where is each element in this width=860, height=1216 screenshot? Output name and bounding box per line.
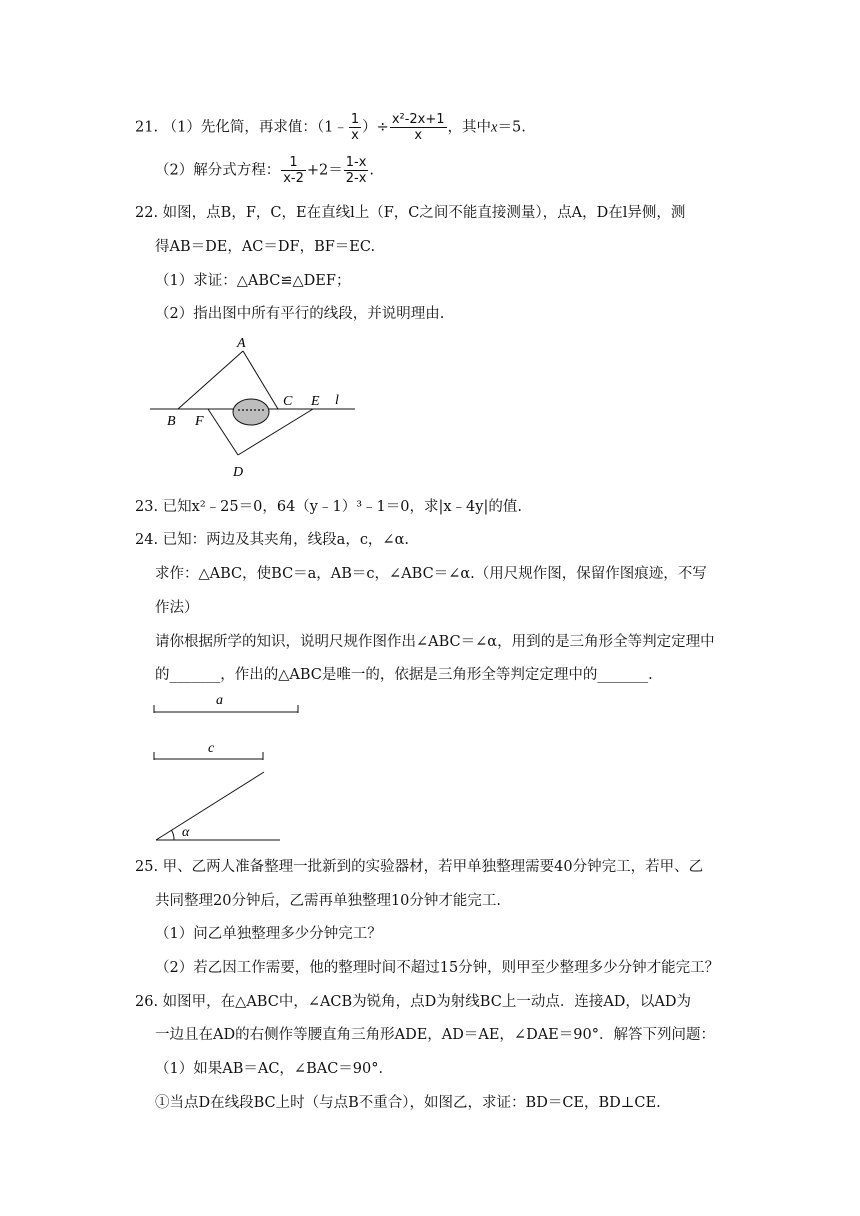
q25-line1: [135, 857, 703, 877]
q21-p1-suffix-b: ＝5.: [497, 119, 526, 136]
frac-numerator: 1: [281, 155, 306, 171]
label-c: c: [208, 741, 215, 756]
q22-part2-text: （2）指出图中所有平行的线段，并说明理由.: [155, 306, 445, 322]
q26-text-2: 一边且在AD的右侧作等腰直角三角形ADE，AD＝AE，∠DAE＝90°．解答下列问题：: [155, 1027, 715, 1043]
q21-p1-frac2: [390, 112, 447, 143]
q21-number: 21.: [135, 119, 159, 136]
q24-text-5: 的_______，作出的△ABC是唯一的，依据是三角形全等判定定理中的_______.: [155, 667, 653, 683]
q23-number: 23.: [135, 499, 159, 515]
frac-denominator: 2-x: [345, 171, 367, 186]
frac-denominator: x: [414, 128, 423, 143]
label-D: D: [233, 465, 244, 480]
q22-figure: [145, 333, 375, 483]
segment-BA: [178, 351, 243, 409]
label-l: l: [335, 393, 339, 408]
q22-line1: [135, 203, 685, 223]
label-E: E: [311, 394, 320, 409]
label-a: a: [216, 693, 223, 708]
q21-p2-prefix: （2）解分式方程：: [155, 162, 281, 179]
frac-numerator: 1-x: [345, 155, 367, 170]
q22-part2: [155, 304, 444, 324]
q25-part2-text: （2）若乙因工作需要，他的整理时间不超过15分钟，则甲至少整理多少分钟才能完工？: [155, 960, 720, 976]
label-alpha: α: [182, 825, 190, 840]
q24-line3: [155, 598, 199, 618]
q24-figure: [148, 688, 308, 848]
q21-p2-mid: +2＝: [306, 162, 343, 179]
label-C: C: [283, 394, 293, 409]
q22-number: 22.: [135, 205, 159, 221]
q21-part2: [155, 155, 374, 186]
q26-line1: [135, 992, 691, 1012]
q26-sub1: [155, 1093, 661, 1113]
angle-arc: [172, 830, 175, 840]
frac-denominator: x: [351, 128, 359, 143]
q24-line4: [155, 632, 715, 652]
q22-part1: [155, 271, 350, 291]
q21-p1-mid: ）÷: [362, 119, 389, 136]
q26-part1-text: （1）如果AB＝AC，∠BAC＝90°．: [155, 1061, 393, 1077]
label-A: A: [237, 336, 246, 351]
q25-part1: [155, 924, 382, 944]
q25-part2: [155, 958, 719, 978]
q21-p2-frac1: [281, 155, 306, 186]
q22-text-2: 得AB＝DE，AC＝DF，BF＝EC.: [155, 239, 376, 255]
q21-part1: [135, 112, 526, 143]
q26-number: 26.: [135, 994, 159, 1010]
label-B: B: [167, 414, 176, 429]
q21-p2-frac2: [344, 155, 369, 186]
label-F: F: [195, 414, 204, 429]
q26-part1: [155, 1059, 393, 1079]
q21-p1-prefix: （1）先化简，再求值：（1﹣: [162, 119, 348, 136]
frac-numerator: x²-2x+1: [391, 112, 445, 127]
q24-line1: [135, 530, 409, 550]
q24-text-1: 已知：两边及其夹角，线段a，c，∠α.: [162, 532, 409, 548]
q21-p1-var: x: [491, 119, 498, 136]
q25-text-2: 共同整理20分钟后，乙需再单独整理10分钟才能完工.: [155, 893, 502, 909]
q23-line: [135, 497, 522, 517]
q25-line2: [155, 891, 501, 911]
q24-text-3: 作法）: [155, 600, 199, 616]
q25-part1-text: （1）问乙单独整理多少分钟完工？: [155, 926, 382, 942]
q26-circled-number: ①: [155, 1095, 170, 1111]
q22-text-1: 如图，点B，F，C，E在直线l上（F，C之间不能直接测量），点A，D在l异侧，测: [162, 205, 686, 221]
q24-number: 24.: [135, 532, 159, 548]
q26-line2: [155, 1025, 715, 1045]
q24-line2: [155, 564, 707, 584]
q26-sub1-text: 当点D在线段BC上时（与点B不重合），如图乙，求证：BD＝CE，BD⊥CE.: [169, 1095, 661, 1111]
q25-text-1: 甲、乙两人准备整理一批新到的实验器材，若甲单独整理需要40分钟完工，若甲、乙: [162, 859, 704, 875]
q23-text: 已知x²﹣25＝0，64（y﹣1）³﹣1＝0，求|x﹣4y|的值.: [162, 499, 522, 515]
q22-line2: [155, 237, 375, 257]
obstacle-pond: [233, 399, 269, 425]
q26-text-1: 如图甲，在△ABC中，∠ACB为锐角，点D为射线BC上一动点．连接AD，以AD为: [162, 994, 692, 1010]
q21-p1-frac1: [349, 112, 361, 143]
q21-p2-suffix: .: [369, 162, 375, 179]
q24-text-2: 求作：△ABC，使BC＝a，AB＝c，∠ABC＝∠α.（用尺规作图，保留作图痕迹，不写: [155, 566, 707, 582]
frac-numerator: 1: [350, 112, 360, 127]
q22-part1-text: （1）求证：△ABC≌△DEF；: [155, 273, 351, 289]
q24-line5: [155, 665, 653, 685]
q21-p1-suffix-a: ，其中: [447, 119, 492, 136]
frac-denominator: x-2: [283, 171, 304, 186]
q25-number: 25.: [135, 859, 159, 875]
q24-text-4: 请你根据所学的知识，说明尺规作图作出∠ABC＝∠α，用到的是三角形全等判定定理中: [155, 634, 715, 650]
angle-ray-upper: [156, 772, 264, 840]
